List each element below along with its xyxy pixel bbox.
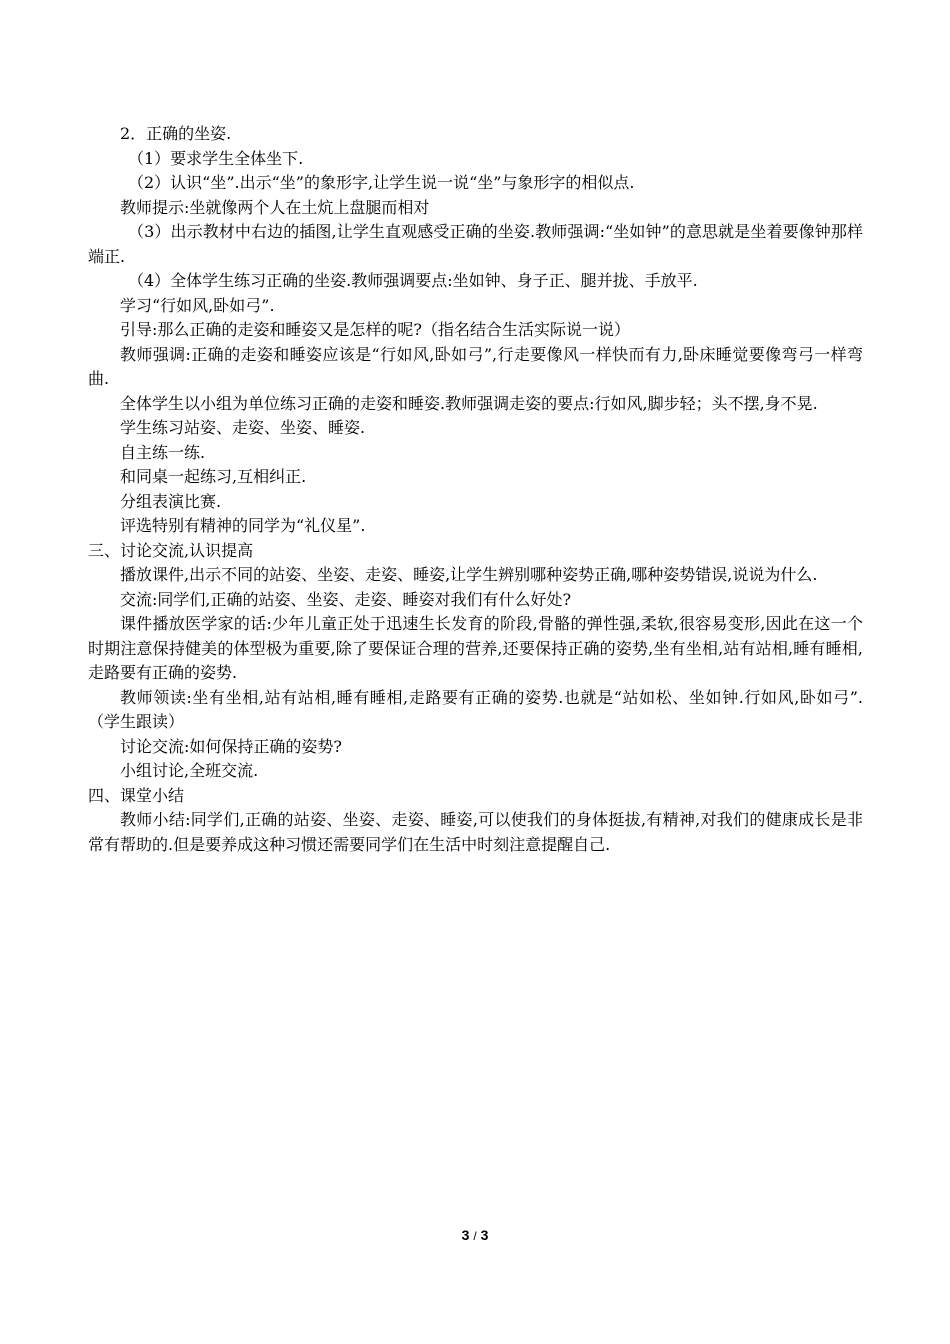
- paragraph: 播放课件,出示不同的站姿、坐姿、走姿、睡姿,让学生辨别哪种姿势正确,哪种姿势错误,说说为什么.: [120, 565, 818, 584]
- paragraph: 学习“行如风,卧如弓”.: [120, 295, 275, 315]
- paragraph: （1）要求学生全体坐下.: [128, 148, 304, 168]
- total-page-count: 3: [480, 1227, 489, 1243]
- paragraph: 交流:同学们,正确的站姿、坐姿、走姿、睡姿对我们有什么好处?: [120, 589, 572, 609]
- paragraph: 引导:那么正确的走姿和睡姿又是怎样的呢?（指名结合生活实际说一说）: [120, 320, 630, 339]
- paragraph: 教师强调:正确的走姿和睡姿应该是“行如风,卧如弓”,行走要像风一样快而有力,卧床睡觉要像弯弓一样弯曲.: [88, 344, 863, 388]
- current-page-number: 3: [461, 1227, 470, 1243]
- paragraph: （4）全体学生练习正确的坐姿.教师强调要点:坐如钟、身子正、腿并拢、手放平.: [128, 271, 698, 290]
- paragraph: 教师领读:坐有坐相,站有站相,睡有睡相,走路要有正确的姿势.也就是“站如松、坐如钟.行如风,卧如弓”.（学生跟读）: [88, 687, 863, 731]
- section-heading-discussion: 三、讨论交流,认识提高: [88, 540, 254, 560]
- section-heading-sitting-posture: 2．正确的坐姿.: [120, 124, 232, 143]
- paragraph: 教师提示:坐就像两个人在土炕上盘腿而相对: [120, 197, 430, 217]
- paragraph: （3）出示教材中右边的插图,让学生直观感受正确的坐姿.教师强调:“坐如钟”的意思就是坐着要像钟那样端正.: [88, 222, 863, 266]
- paragraph: 评选特别有精神的同学为“礼仪星”.: [120, 516, 366, 535]
- paragraph: 教师小结:同学们,正确的站姿、坐姿、走姿、睡姿,可以使我们的身体挺拔,有精神,对我们的健康成长是非常有帮助的.但是要养成这种习惯还需要同学们在生活中时刻注意提醒自己.: [88, 810, 863, 854]
- paragraph: 小组讨论,全班交流.: [120, 761, 259, 780]
- page-number: [0, 1226, 950, 1245]
- paragraph: 自主练一练.: [120, 442, 206, 462]
- paragraph: 全体学生以小组为单位练习正确的走姿和睡姿.教师强调走姿的要点:行如风,脚步轻；头不摆,身不晃.: [120, 393, 818, 413]
- paragraph: 分组表演比赛.: [120, 491, 222, 511]
- document-body: [88, 122, 863, 857]
- paragraph: 讨论交流:如何保持正确的姿势?: [120, 736, 342, 756]
- page-number-separator: /: [473, 1229, 477, 1243]
- paragraph: 课件播放医学家的话:少年儿童正处于迅速生长发育的阶段,骨骼的弹性强,柔软,很容易变形,因此在这一个时期注意保持健美的体型极为重要,除了要保证合理的营养,还要保持正确的姿势,坐有坐相,站有站相,睡有睡相,走路要有正确的姿势.: [88, 614, 863, 682]
- paragraph: 和同桌一起练习,互相纠正.: [120, 467, 307, 486]
- section-heading-summary: 四、课堂小结: [88, 785, 185, 805]
- paragraph: （2）认识“坐”.出示“坐”的象形字,让学生说一说“坐”与象形字的相似点.: [128, 173, 635, 192]
- paragraph: 学生练习站姿、走姿、坐姿、睡姿.: [120, 418, 366, 437]
